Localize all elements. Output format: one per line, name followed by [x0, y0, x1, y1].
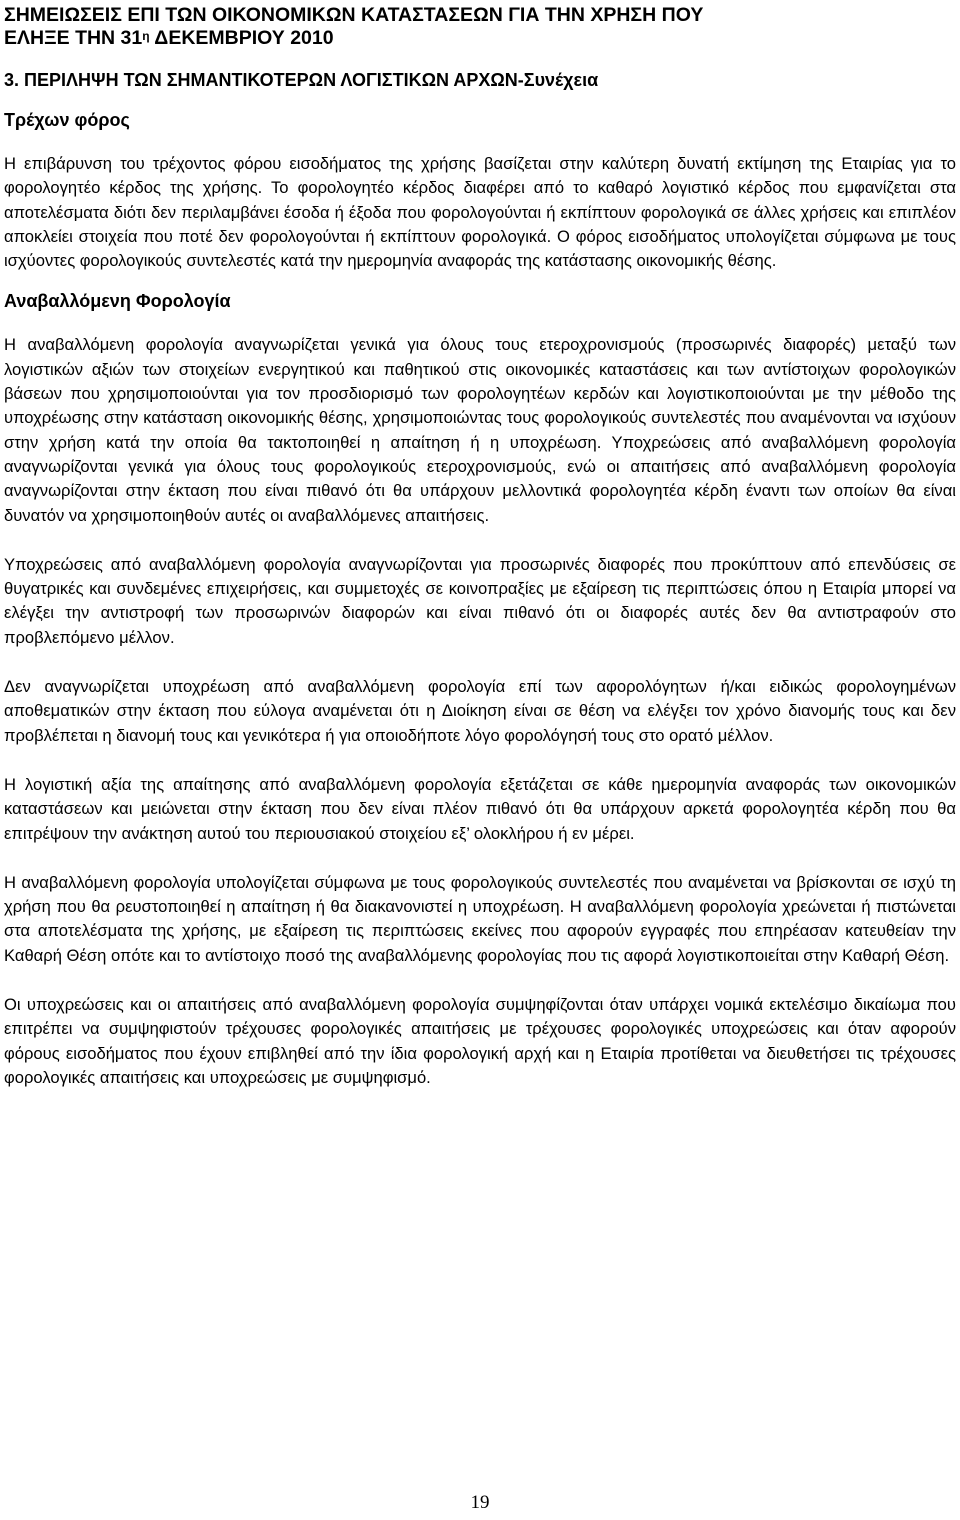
- header-line-2-start: ΕΛΗΞΕ ΤΗΝ 31: [4, 27, 143, 49]
- current-tax-heading: Τρέχων φόρος: [4, 110, 130, 130]
- deferred-tax-paragraph-6: Οι υποχρεώσεις και οι απαιτήσεις από αναβαλλόμενη φορολογία συμψηφίζονται όταν υπάρχει νομικά εκτελέσιμο δικαίωμα που επιτρέπει να συμψηφιστούν τρέχουσες φορολογικές απαιτήσεις με τρέχουσες φορολογικές υποχρεώσεις και όταν αφορούν φόρους εισοδήματος που έχουν επιβληθεί από την ίδια φορολογική αρχή και η Εταιρία προτίθεται να διευθετήσει τις τρέχουσες φορολογικές απαιτήσεις και υποχρεώσεις με συμψηφισμό.: [4, 995, 956, 1087]
- document-page: [4, 0, 956, 1520]
- header-line-2-end: ΔΕΚΕΜΒΡΙΟΥ 2010: [149, 27, 334, 49]
- deferred-tax-paragraph-1: Η αναβαλλόμενη φορολογία αναγνωρίζεται γενικά για όλους τους ετεροχρονισμούς (προσωρινές διαφορές) μεταξύ των λογιστικών αξιών των στοιχείων ενεργητικού και παθητικού στις οικονομικές καταστάσεις και των αντίστοιχων φορολογικών βάσεων που χρησιμοποιούνται για τον προσδιορισμό των φορολογητέων κερδών και λογιστικοποιούνται με την μέθοδο της υποχρέωσης στην κατάσταση οικονομικής θέσης, χρησιμοποιώντας τους φορολογικούς συντελεστές που αναμένονται να ισχύουν στην χρήση κατά την οποία θα τακτοποιηθεί η απαίτηση ή η υποχρέωση. Υποχρεώσεις από αναβαλλόμενη φορολογία αναγνωρίζονται γενικά για όλους τους φορολογικούς ετεροχρονισμούς, ενώ οι απαιτήσεις από αναβαλλόμενη φορολογία αναγνωρίζονται στην έκταση που είναι πιθανό ότι θα υπάρχουν μελλοντικά φορολογητέα κέρδη έναντι των οποίων θα είναι δυνατόν να χρησιμοποιηθούν αυτές οι αναβαλλόμενες απαιτήσεις.: [4, 335, 956, 525]
- page-number: 19: [470, 1492, 490, 1513]
- deferred-tax-paragraph-5: Η αναβαλλόμενη φορολογία υπολογίζεται σύμφωνα με τους φορολογικούς συντελεστές που αναμένεται να βρίσκονται σε ισχύ τη χρήση που θα ρευστοποιηθεί η απαίτηση ή θα διακανονιστεί η υποχρέωση. Η αναβαλλόμενη φορολογία χρεώνεται ή πιστώνεται στα αποτελέσματα της χρήσης, με εξαίρεση τις περιπτώσεις εκείνες που αφορούν εγγραφές που επηρέασαν κατευθείαν την Καθαρή Θέση οπότε και το αντίστοιχο ποσό της αναβαλλόμενης φορολογίας που τις αφορά λογιστικοποιείται στην Καθαρή Θέση.: [4, 872, 956, 965]
- header-line-1: ΣΗΜΕΙΩΣΕΙΣ ΕΠΙ ΤΩΝ ΟΙΚΟΝΟΜΙΚΩΝ ΚΑΤΑΣΤΑΣΕΩΝ ΓΙΑ ΤΗΝ ΧΡΗΣΗ ΠΟΥ: [4, 4, 704, 26]
- current-tax-paragraph: Η επιβάρυνση του τρέχοντος φόρου εισοδήματος της χρήσης βασίζεται στην καλύτερη δυνατή εκτίμηση της Εταιρίας για το φορολογητέο κέρδος της χρήσης. Το φορολογητέο κέρδος διαφέρει από το καθαρό λογιστικό κέρδος που εμφανίζεται στα αποτελέσματα διότι δεν περιλαμβάνει έσοδα ή έξοδα που φορολογούνται ή εκπίπτουν φορολογικά σε άλλες χρήσεις και επιπλέον αποκλείει στοιχεία που ποτέ δεν φορολογούνται ή εκπίπτουν φορολογικά. Ο φόρος εισοδήματος υπολογίζεται σύμφωνα με τους ισχύοντες φορολογικούς συντελεστές κατά την ημερομηνία αναφοράς της κατάστασης οικονομικής θέσης.: [4, 154, 956, 271]
- deferred-tax-heading: Αναβαλλόμενη Φορολογία: [4, 291, 231, 312]
- document-header: [4, 4, 956, 50]
- header-line-2: [4, 27, 956, 50]
- deferred-tax-paragraph-2: Υποχρεώσεις από αναβαλλόμενη φορολογία αναγνωρίζονται για προσωρινές διαφορές που προκύπτουν από επενδύσεις σε θυγατρικές και συνδεμένες επιχειρήσεις, και συμμετοχές σε κοινοπραξίες με εξαίρεση τις περιπτώσεις όπου η Εταιρία μπορεί να ελέγξει την αντιστροφή των προσωρινών διαφορών και είναι πιθανό ότι οι διαφορές αυτές δεν θα αντιστραφούν στο προβλεπόμενο μέλλον.: [4, 554, 956, 647]
- deferred-tax-paragraph-4: Η λογιστική αξία της απαίτησης από αναβαλλόμενη φορολογία εξετάζεται σε κάθε ημερομηνία αναφοράς των οικονομικών καταστάσεων και μειώνεται στην έκταση που δεν είναι πλέον πιθανό ότι θα υπάρχουν αρκετά φορολογητέα κέρδη που θα επιτρέψουν την ανάκτηση αυτού του περιουσιακού στοιχείου εξ’ ολοκλήρου ή εν μέρει.: [4, 774, 956, 843]
- section-title: 3. ΠΕΡΙΛΗΨΗ ΤΩΝ ΣΗΜΑΝΤΙΚΟΤΕΡΩΝ ΛΟΓΙΣΤΙΚΩΝ ΑΡΧΩΝ-Συνέχεια: [4, 70, 599, 90]
- deferred-tax-paragraph-3: Δεν αναγνωρίζεται υποχρέωση από αναβαλλόμενη φορολογία επί των αφορολόγητων ή/και ειδικώς φορολογημένων αποθεματικών στην έκταση που εύλογα αναμένεται ότι η Διοίκηση είναι σε θέση να ελέγξει τον χρόνο διανομής τους και δεν προβλέπεται η διανομή τους και γενικότερα ή για οποιοδήποτε λόγο φορολόγησή τους στο ορατό μέλλον.: [4, 677, 956, 745]
- header-ordinal-suffix: η: [142, 29, 150, 43]
